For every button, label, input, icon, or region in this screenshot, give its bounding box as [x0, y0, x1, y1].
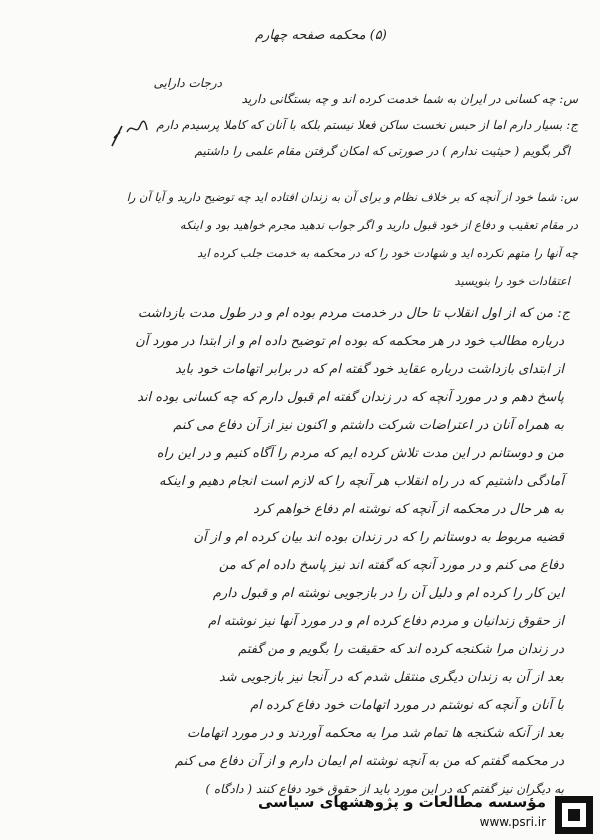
text-line-10: از ابتدای بازداشت درباره عقاید خود گفته ام که در برابر اتهامات خود باید — [175, 362, 564, 377]
text-line-8: ج: من که از اول انقلاب تا حال در خدمت مردم بوده ام و در طول مدت بازداشت — [137, 306, 570, 321]
page-heading: (۵) محکمه صفحه چهارم — [255, 28, 387, 43]
text-line-2: ج: بسیار دارم اما از حبس نخست ساکن فعلا نیستم بلکه با آنان که کاملا پرسیدم دارم — [156, 118, 578, 132]
text-line-25: به دیگران نیز گفتم که در این مورد باید از حقوق خود دفاع کنند ( دادگاه ) — [205, 782, 564, 796]
text-line-12: به همراه آنان در اعتراضات شرکت داشتم و اکنون نیز از آن دفاع می کنم — [173, 418, 564, 433]
text-line-7: اعتقادات خود را بنویسید — [454, 274, 570, 288]
signature-mark — [126, 118, 148, 138]
text-line-21: بعد از آن به زندان دیگری منتقل شدم که در آنجا نیز بازجویی شد — [218, 670, 564, 685]
text-line-20: در زندان مرا شکنجه کرده اند که حقیقت را بگویم و من گفتم — [238, 642, 564, 657]
text-line-14: آمادگی داشتیم که در راه انقلاب هر آنچه را که لازم است انجام دهیم و اینکه — [159, 474, 564, 489]
strike-mark — [110, 124, 124, 148]
text-line-1: س: چه کسانی در ایران به شما خدمت کرده اند و چه بستگانی دارید — [241, 92, 578, 106]
margin-note: درجات دارایی — [153, 76, 222, 90]
text-line-6: چه آنها را متهم نکرده اید و شهادت خود را که در محکمه به خدمت جلب کرده اید — [197, 246, 578, 260]
text-line-13: من و دوستانم در این مدت تلاش کرده ایم که مردم را آگاه کنیم و در این راه — [156, 446, 564, 461]
text-line-24: در محکمه گفتم که من به آنچه نوشته ام ایمان دارم و از آن دفاع می کنم — [174, 754, 564, 769]
text-line-4: س: شما خود از آنچه که بر خلاف نظام و برای آن به زندان افتاده اید چه توضیح دارید و آیا آن را — [126, 190, 578, 204]
institute-url: www.psri.ir — [479, 815, 546, 829]
psri-logo-icon — [554, 795, 594, 835]
text-line-22: با آنان و آنچه که نوشتم در مورد اتهامات خود دفاع کرده ام — [250, 698, 564, 713]
text-line-17: دفاع می کنم و در مورد آنچه که گفته اند نیز پاسخ داده ام که من — [218, 558, 564, 573]
institute-name: مؤسسه مطالعات و پژوهشهای سیاسی — [257, 793, 546, 811]
text-line-5: در مقام تعقیب و دفاع از خود قبول دارید و اگر جواب ندهید مجرم خواهید بود و اینکه — [179, 218, 578, 232]
watermark-footer — [257, 791, 600, 840]
text-line-16: قضیه مربوط به دوستانم را که در زندان بوده اند بیان کرده ام و از آن — [193, 530, 564, 545]
text-line-15: به هر حال در محکمه از آنچه که نوشته ام دفاع خواهم کرد — [253, 502, 564, 517]
text-line-18: این کار را کرده ام و دلیل آن را در بازجویی نوشته ام و قبول دارم — [212, 586, 564, 601]
text-line-11: پاسخ دهم و در مورد آنچه که در زندان گفته ام قبول دارم که چه کسانی بوده اند — [137, 390, 564, 405]
text-line-9: درباره مطالب خود در هر محکمه که بوده ام توضیح داده ام و از ابتدا در مورد آن — [135, 334, 564, 349]
text-line-23: بعد از آنکه شکنجه ها تمام شد مرا به محکمه آوردند و در مورد اتهامات — [186, 726, 564, 741]
text-line-3: اگر بگویم ( حیثیت ندارم ) در صورتی که امکان گرفتن مقام علمی را داشتیم — [194, 144, 570, 158]
text-line-19: از حقوق زندانیان و مردم دفاع کرده ام و در مورد آنها نیز نوشته ام — [208, 614, 564, 629]
